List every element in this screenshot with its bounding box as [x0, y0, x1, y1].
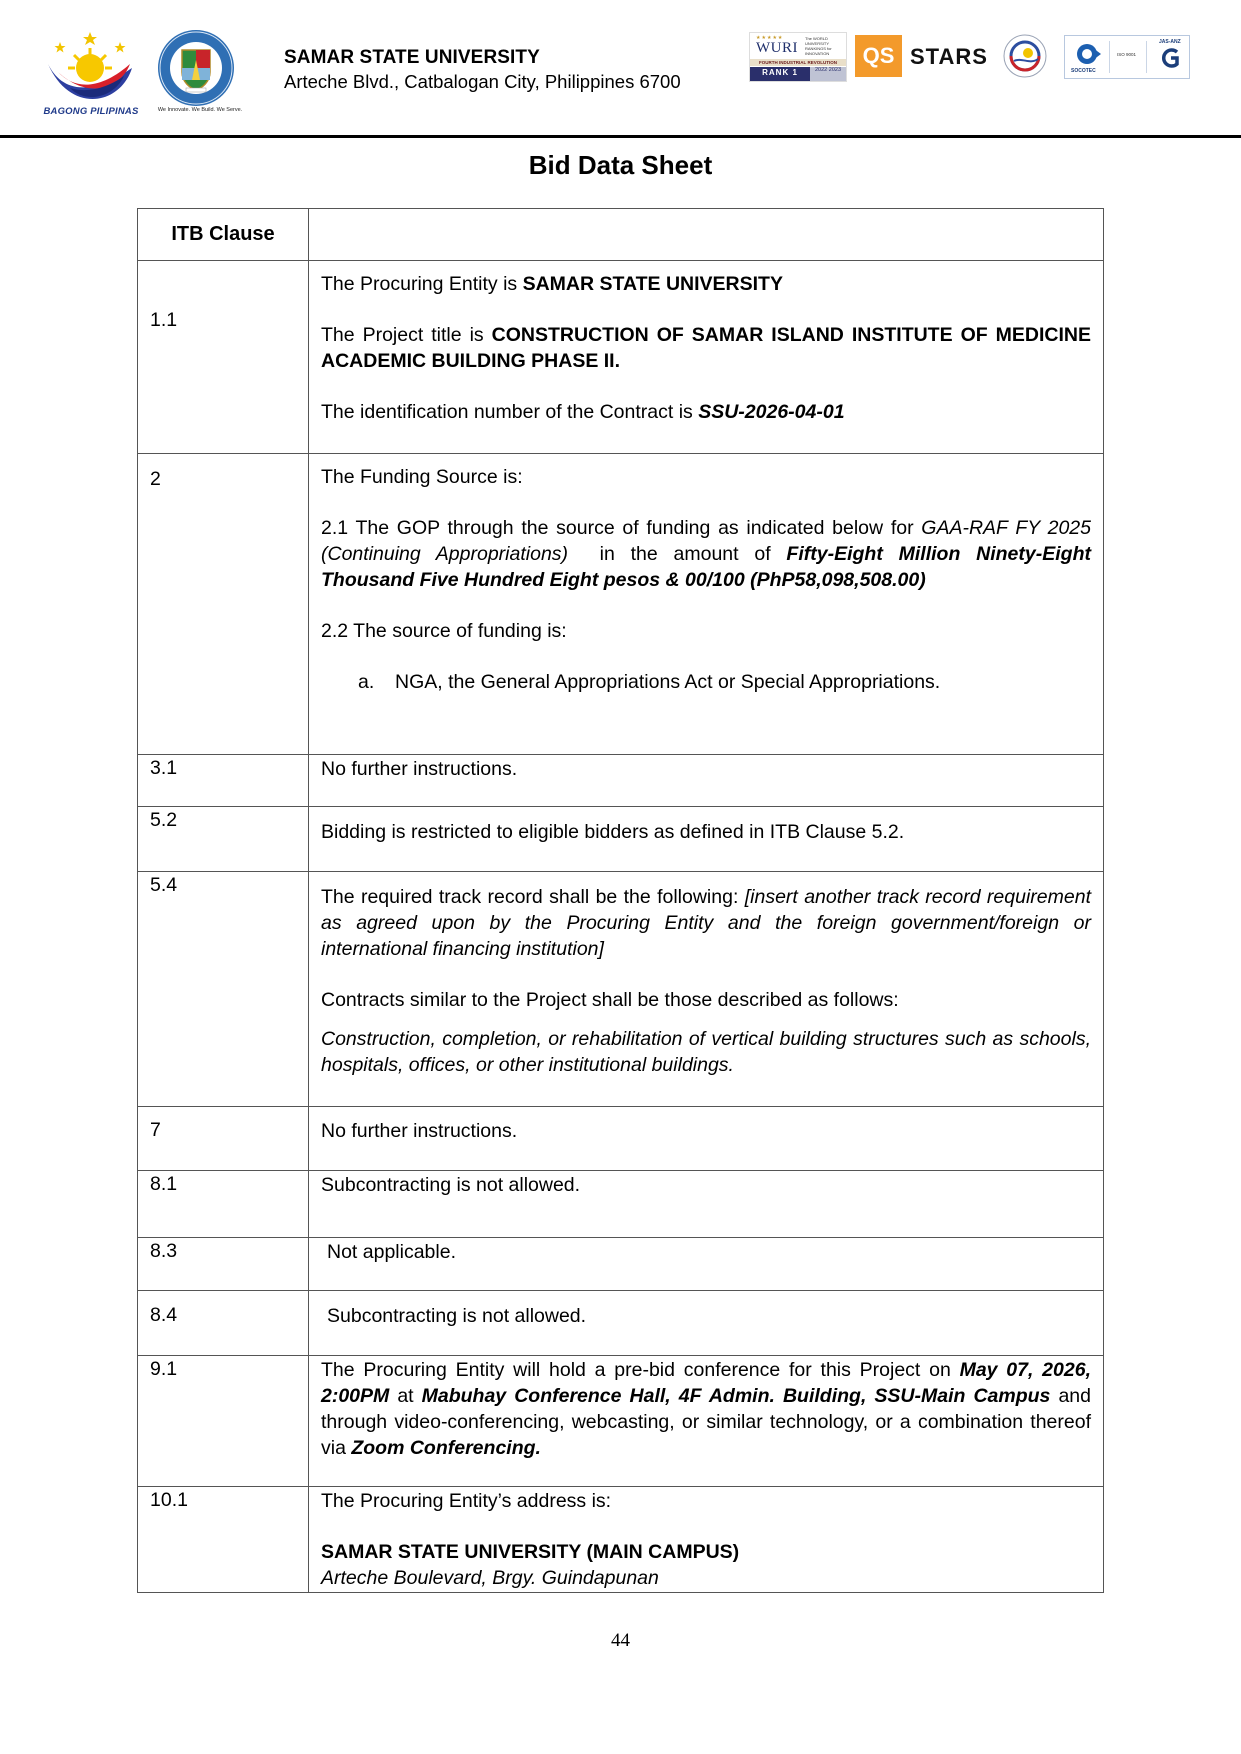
clause-number: 8.3 — [138, 1238, 309, 1291]
wuri-rank: RANK 1 — [750, 67, 810, 81]
clause-content — [309, 1487, 1104, 1593]
socotec-label: SOCOTEC — [1071, 68, 1096, 74]
placeholder-instruction: [insert another track record requirement as agreed upon by the Procuring Entity and the foreign government/foreign or international financing institution] — [321, 886, 1091, 960]
text: at — [389, 1385, 422, 1407]
clause-number: 10.1 — [138, 1487, 309, 1593]
clause-number: 7 — [138, 1107, 309, 1171]
table-row — [138, 1107, 1104, 1171]
text: Contracts similar to the Project shall be those described as follows: — [321, 989, 899, 1011]
text: The Procuring Entity will hold a pre-bid conference for this Project on — [321, 1359, 960, 1381]
procuring-entity-address-name: SAMAR STATE UNIVERSITY (MAIN CAMPUS) — [321, 1541, 740, 1563]
iso-certification-badge — [1064, 35, 1190, 79]
samar-state-university-seal-icon — [156, 28, 236, 108]
project-title: CONSTRUCTION OF SAMAR ISLAND INSTITUTE OF MEDICINE ACADEMIC BUILDING PHASE II. — [321, 324, 1091, 372]
text: The identification number of the Contract is — [321, 401, 699, 423]
bid-data-sheet-table — [137, 208, 1104, 1593]
qs-stars-label: STARS — [910, 44, 988, 69]
wuri-ranking-badge — [749, 32, 847, 82]
bagong-pilipinas-logo-icon — [40, 28, 140, 118]
clause-number: 8.1 — [138, 1171, 309, 1238]
itb-clause-header: ITB Clause — [138, 209, 309, 261]
socotec-logo-icon — [1075, 42, 1101, 66]
text: The Procuring Entity’s address is: — [321, 1490, 612, 1512]
page-title: Bid Data Sheet — [528, 150, 713, 180]
procuring-entity-name: SAMAR STATE UNIVERSITY — [522, 273, 783, 295]
table-row — [138, 1356, 1104, 1487]
list-item: NGA, the General Appropriations Act or Special Appropriations. — [395, 671, 941, 693]
text: 2.1 The GOP through the source of funding as indicated below for — [321, 517, 922, 539]
similar-contracts-description: Construction, completion, or rehabilitation of vertical building structures such as schools, hospitals, offices, or other institutional buildings. — [321, 1028, 1091, 1076]
conferencing-platform: Zoom Conferencing. — [351, 1437, 541, 1459]
wuri-band: FOURTH INDUSTRIAL REVOLUTION — [750, 59, 846, 66]
table-header-row — [138, 209, 1104, 261]
bagong-pilipinas-caption: BAGONG PILIPINAS — [43, 106, 139, 117]
wuri-years: 2022 2023 — [810, 67, 846, 81]
star-icon: ★★★★★ — [756, 35, 784, 41]
table-row — [138, 1487, 1104, 1593]
wuri-side-text: The WORLD UNIVERSITY RANKINGS for INNOVATION — [805, 36, 832, 56]
header-divider — [0, 135, 1241, 138]
table-row — [138, 1291, 1104, 1356]
clause-number: 3.1 — [138, 755, 309, 807]
clause-number: 8.4 — [138, 1291, 309, 1356]
clause-content: Bidding is restricted to eligible bidders as defined in ITB Clause 5.2. — [309, 807, 1104, 872]
text: The Funding Source is: — [321, 466, 523, 488]
table-row — [138, 755, 1104, 807]
text: The required track record shall be the following: — [321, 886, 745, 908]
clause-number: 5.2 — [138, 807, 309, 872]
text: The Procuring Entity is — [321, 273, 523, 295]
letterhead — [0, 0, 1241, 136]
clause-number: 2 — [138, 454, 309, 755]
text: The Project title is — [321, 324, 492, 346]
iso-standard-label: ISO 9001 — [1117, 52, 1137, 57]
jas-anz-logo-icon — [1161, 48, 1181, 68]
qs-logo-icon: QS — [855, 35, 902, 77]
text: 2.2 The source of funding is: — [321, 620, 567, 642]
iso-divider — [1109, 41, 1147, 73]
clause-number: 5.4 — [138, 872, 309, 1107]
page-number: 44 — [611, 1630, 630, 1651]
text: and through video-conferencing, webcasting, or similar technology, or a combination thereof via — [321, 1385, 1091, 1459]
philippine-quality-award-seal-icon — [1002, 33, 1048, 79]
procuring-entity-address-street: Arteche Boulevard, Brgy. Guindapunan — [321, 1567, 659, 1589]
pre-bid-datetime: May 07, 2026, 2:00PM — [321, 1359, 1091, 1407]
clause-content — [309, 1356, 1104, 1487]
clause-number: 9.1 — [138, 1356, 309, 1487]
content-header — [309, 209, 1104, 261]
table-row — [138, 1238, 1104, 1291]
clause-content — [309, 872, 1104, 1107]
wuri-wordmark: WURI — [756, 40, 798, 56]
jas-anz-label: JAS-ANZ — [1159, 39, 1181, 45]
clause-content: No further instructions. — [309, 1107, 1104, 1171]
university-address: Arteche Blvd., Catbalogan City, Philippines 6700 — [284, 71, 681, 92]
clause-content: Subcontracting is not allowed. — [309, 1291, 1104, 1356]
clause-number: 1.1 — [138, 261, 309, 454]
ssu-motto: We Innovate. We Build. We Serve. — [157, 107, 243, 113]
clause-content: No further instructions. — [309, 755, 1104, 807]
clause-content: Subcontracting is not allowed. — [309, 1171, 1104, 1238]
funding-program: GAA-RAF FY 2025 (Continuing Appropriations) — [321, 517, 1091, 565]
table-row — [138, 261, 1104, 454]
contract-id: SSU-2026-04-01 — [698, 401, 845, 423]
clause-content — [309, 261, 1104, 454]
clause-content: Not applicable. — [309, 1238, 1104, 1291]
table-row — [138, 454, 1104, 755]
table-row — [138, 807, 1104, 872]
university-name: SAMAR STATE UNIVERSITY — [284, 47, 540, 68]
table-row — [138, 872, 1104, 1107]
text: in the amount of — [568, 543, 787, 565]
approved-budget-amount: Fifty-Eight Million Ninety-Eight Thousand Five Hundred Eight pesos & 00/100 (PhP58,098,508.00) — [321, 543, 1091, 591]
table-row — [138, 1171, 1104, 1238]
list-marker: a. — [358, 671, 375, 693]
pre-bid-venue: Mabuhay Conference Hall, 4F Admin. Building, SSU-Main Campus — [421, 1385, 1051, 1407]
clause-content — [309, 454, 1104, 755]
